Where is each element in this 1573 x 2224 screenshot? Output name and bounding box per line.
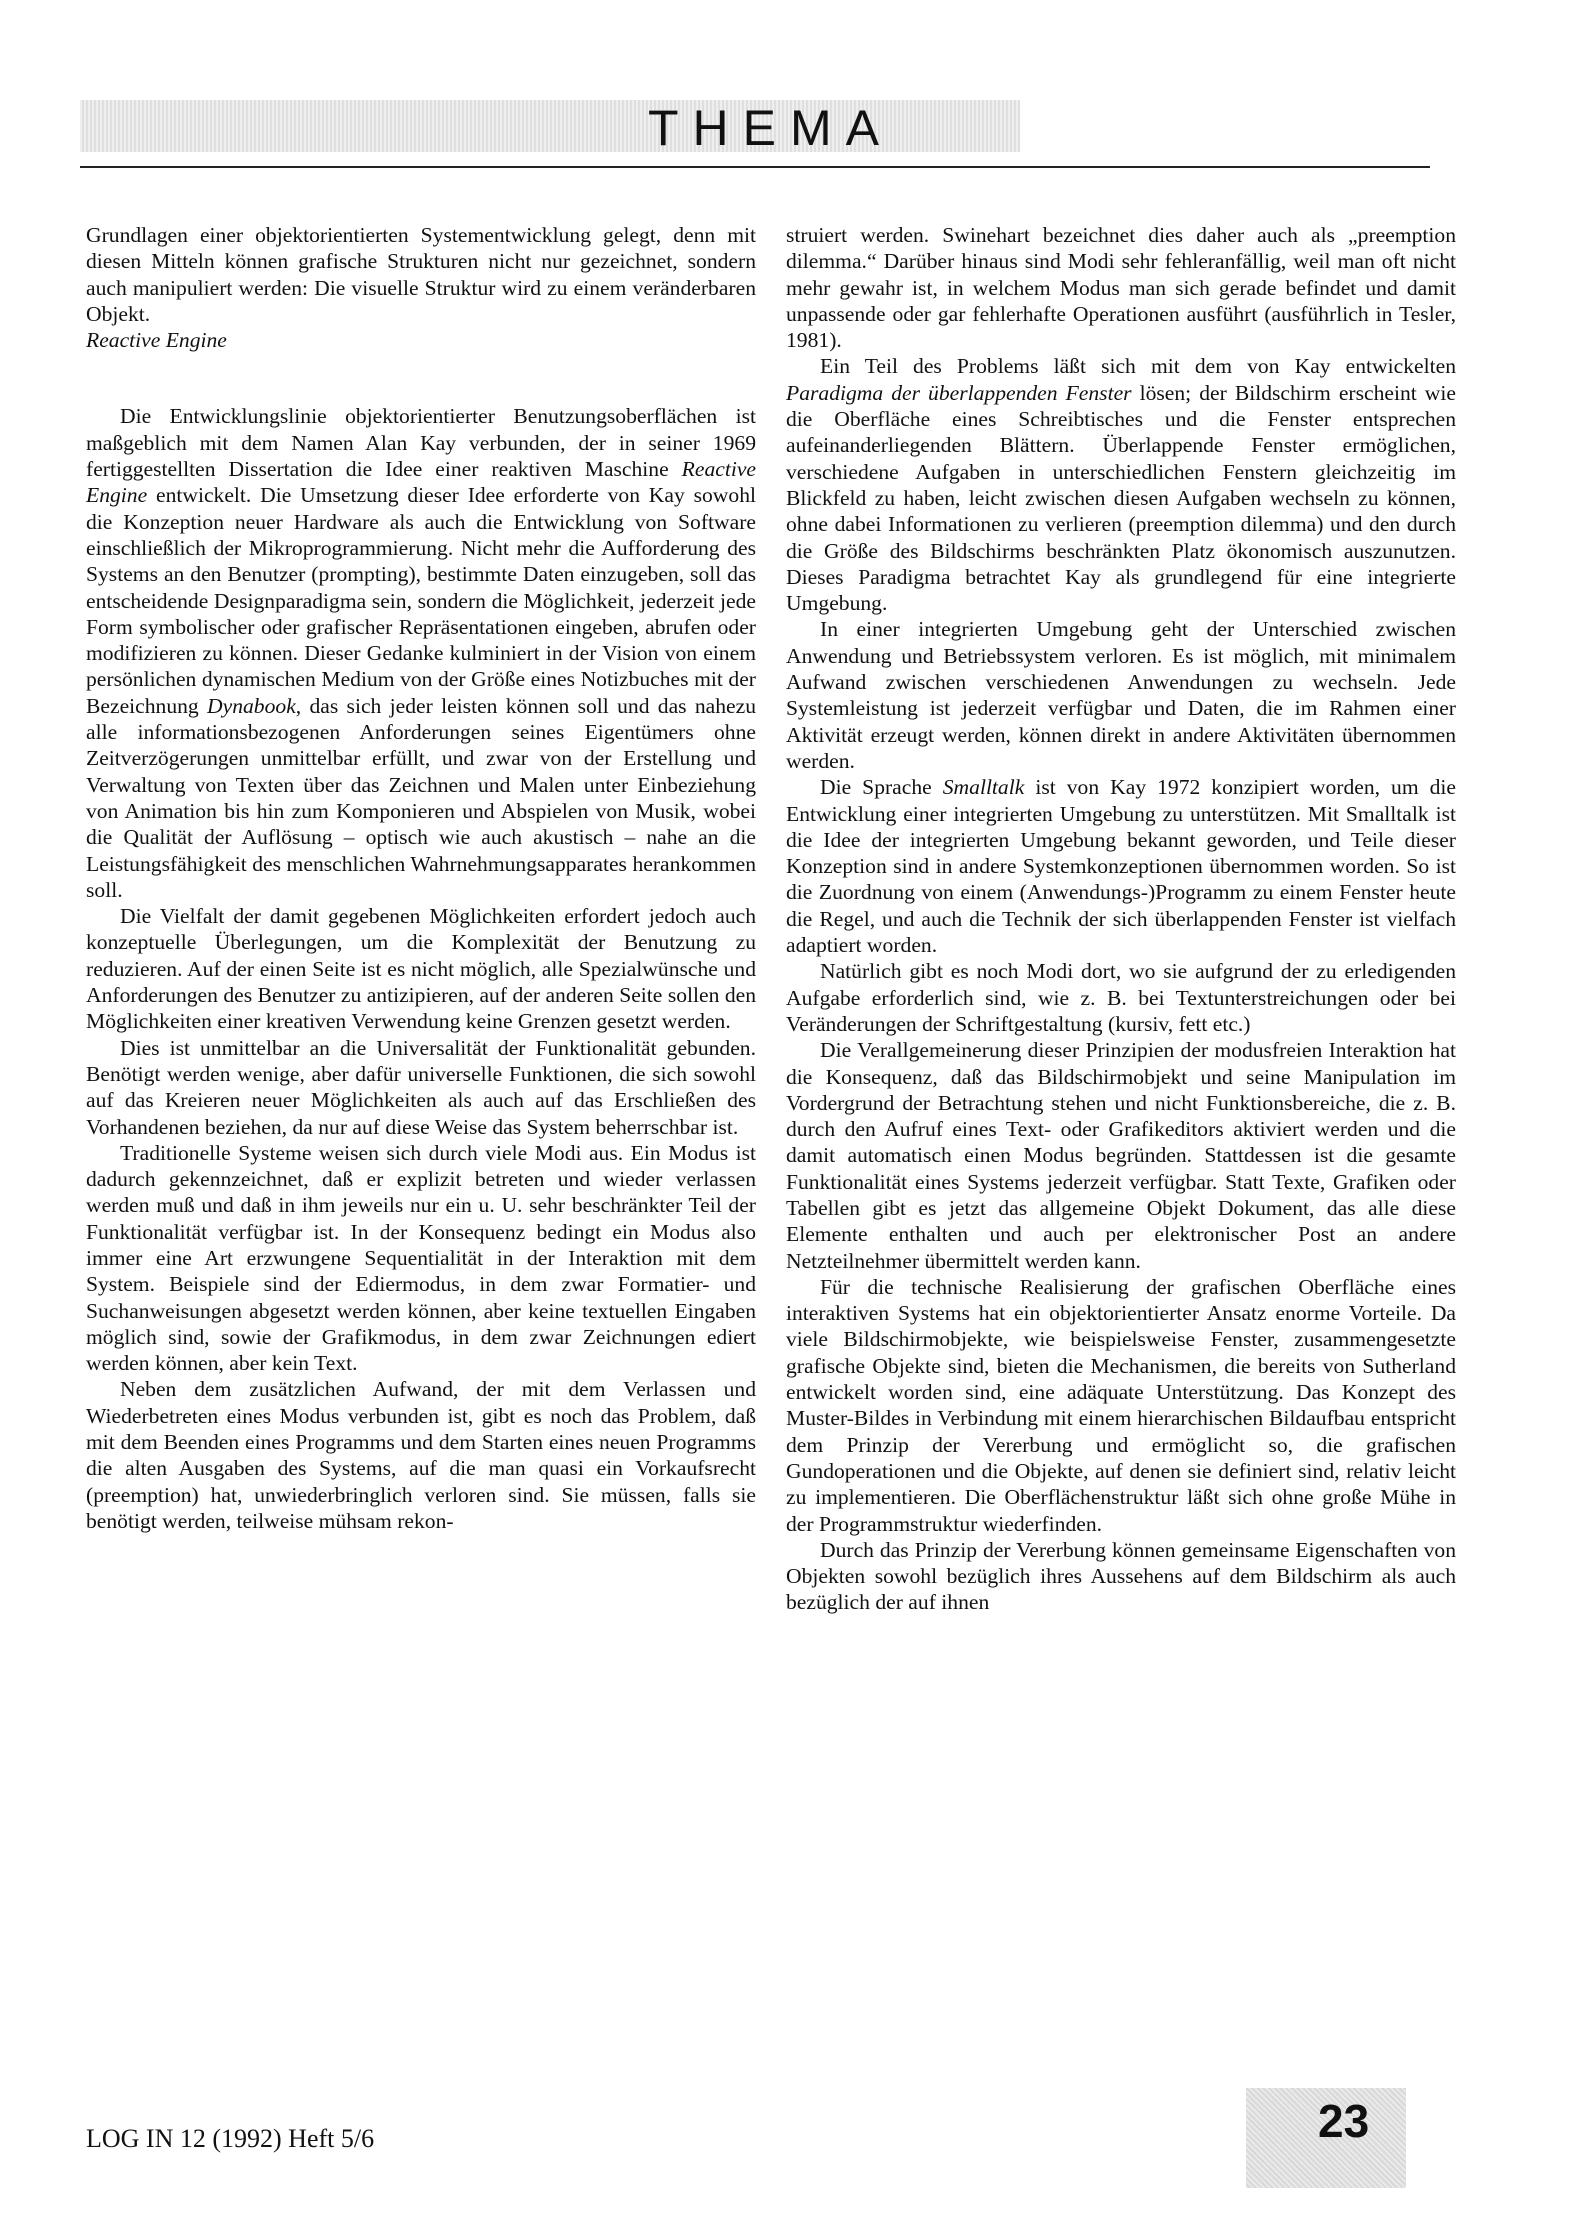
section-title: THEMA [648, 100, 893, 156]
footer-citation: LOG IN 12 (1992) Heft 5/6 [86, 2124, 375, 2153]
emphasis: Dynabook [207, 693, 296, 718]
subheading: Reactive Engine [86, 328, 227, 353]
paragraph: Traditionelle Systeme weisen sich durch viele Modi aus. Ein Modus ist dadurch gekennzeichnet, daß er explizit betreten und wieder verlassen werden muß und daß in ihm jeweils nur ein u. U. sehr beschränkter Teil der Funktionalität verfügbar ist. In der Konsequenz bedingt ein Modus also immer eine Art erzwungene Sequentialität in der Interaktion mit dem System. Beispiele sind der Ediermodus, in dem zwar Formatier- und Suchanweisungen abgesetzt werden können, aber keine textuellen Eingaben möglich sind, sowie der Grafikmodus, in dem zwar Zeichnungen ediert werden können, aber kein Text. [86, 1140, 756, 1376]
text-run: entwickelt. Die Umsetzung dieser Idee erforderte von Kay sowohl die Konzeption neuer Hardware als auch die Entwicklung von Software einschließlich der Mikroprogrammierung. Nicht mehr die Aufforderung des Systems an den Benutzer (prompting), bestimmte Daten einzugeben, soll das entscheidende Designparadigma sein, sondern die Möglichkeit, jederzeit jede Form symbolischer oder grafischer Repräsentationen eingeben, abrufen oder modifizieren zu können. Dieser Gedanke kulminiert in der Vision von einem persönlichen dynamischen Medium von der Größe eines Notizbuches mit der Bezeichnung [86, 483, 756, 718]
text-run: lösen; der Bildschirm erscheint wie die Oberfläche eines Schreibtisches und die Fenster entsprechen aufeinanderliegenden Blättern. Überlappende Fenster ermöglichen, verschiedene Aufgaben in unterschiedlichen Fenstern gleichzeitig im Blickfeld zu haben, leicht zwischen diesen Aufgaben wechseln zu können, ohne dabei Informationen zu verlieren (preemption dilemma) und den durch die Größe des Bildschirms beschränkten Platz ökonomisch auszunutzen. Dieses Paradigma betrachtet Kay als grundlegend für eine integrierte Umgebung. [786, 380, 1456, 616]
paragraph [786, 353, 1456, 616]
paragraph: Die Verallgemeinerung dieser Prinzipien der modusfreien Interaktion hat die Konsequenz, daß das Bildschirmobjekt und seine Manipulation im Vordergrund der Betrachtung stehen und nicht Funktionsbereiche, die z. B. durch den Aufruf eines Text- oder Grafikeditors aktiviert werden und die damit automatisch einen Modus begründen. Stattdessen ist die gesamte Funktionalität eines Systems jederzeit verfügbar. Statt Texte, Grafiken oder Tabellen gibt es jetzt das allgemeine Objekt Dokument, das alle diese Elemente enthalten und auch per elektronischer Post an andere Netzteilnehmer übermittelt werden kann. [786, 1038, 1456, 1273]
paragraph: Durch das Prinzip der Vererbung können gemeinsame Eigenschaften von Objekten sowohl bezüglich ihres Aussehens auf dem Bildschirm als auch bezüglich der auf ihnen [786, 1537, 1456, 1615]
intro-paragraph: Grundlagen einer objektorientierten Systementwicklung gelegt, denn mit diesen Mitteln können grafische Strukturen nicht nur gezeichnet, sondern auch manipuliert werden: Die visuelle Struktur wird zu einem veränderbaren Objekt. [86, 223, 756, 326]
paragraph: In einer integrierten Umgebung geht der Unterschied zwischen Anwendung und Betriebssystem verloren. Es ist möglich, mit minimalem Aufwand zwischen verschiedenen Anwendungen zu wechseln. Jede Systemleistung ist jederzeit verfügbar und Daten, die im Rahmen einer Aktivität erzeugt werden, können direkt in andere Aktivitäten übernommen werden. [786, 617, 1456, 773]
paragraph [86, 403, 756, 903]
paragraph: struiert werden. Swinehart bezeichnet dies daher auch als „preemption dilemma.“ Darüber hinaus sind Modi sehr fehleranfällig, weil man oft nicht mehr gewahr ist, in welchem Modus man sich gerade befindet und damit unpassende oder gar fehlerhafte Operationen ausführt (ausführlich in Tesler, 1981). [786, 223, 1456, 353]
right-column [786, 222, 1456, 1616]
text-run: ist von Kay 1972 konzipiert worden, um die Entwicklung einer integrierten Umgebung zu unterstützen. Mit Smalltalk ist die Idee der integrierten Umgebung bekannt geworden, und Teile dieser Konzeption sind in andere Systemkonzeptionen übernommen worden. So ist die Zuordnung von einem (Anwendungs-)Programm zu einem Fenster heute die Regel, und auch die Technik der sich überlappenden Fenster ist vielfach adaptiert worden. [786, 775, 1456, 958]
text-run: Die Entwicklungslinie objektorientierter Benutzungsoberflächen ist maßgeblich mit dem Namen Alan Kay verbunden, der in seiner 1969 fertiggestellten Dissertation die Idee einer reaktiven Maschine [86, 404, 756, 482]
text-run: , das sich jeder leisten können soll und das nahezu alle informationsbezogenen Anforderungen seines Eigentümers ohne Zeitverzögerungen unmittelbar erfüllt, und zwar von der Erstellung und Verwaltung von Texten über das Zeichnen und Malen unter Einbeziehung von Animation bis hin zum Komponieren und Abspielen von Musik, wobei die Qualität der Auflösung – optisch wie auch akustisch – nahe an die Leistungsfähigkeit des menschlichen Wahrnehmungsapparates herankommen soll. [86, 693, 757, 902]
text-run: Die Sprache [820, 775, 943, 800]
header-rule [80, 166, 1430, 168]
text-run: Ein Teil des Problems läßt sich mit dem von Kay entwickelten [820, 354, 1456, 379]
emphasis: Paradigma der überlappenden Fenster [786, 380, 1132, 405]
paragraph [786, 774, 1456, 958]
page-number: 23 [1318, 2095, 1370, 2147]
emphasis: Smalltalk [942, 775, 1025, 800]
left-column [86, 222, 756, 1534]
paragraph: Für die technische Realisierung der grafischen Oberfläche eines interaktiven Systems hat ein objektorientierter Ansatz enorme Vorteile. Da viele Bildschirmobjekte, wie beispielsweise Fenster, zusammengesetzte grafische Objekte sind, bieten die Mechanismen, die bereits von Sutherland entwickelt worden sind, eine adäquate Unterstützung. Das Konzept des Muster-Bildes in Verbindung mit einem hierarchischen Bildaufbau entspricht dem Prinzip der Vererbung und ermöglicht so, die grafischen Gundoperationen und die Objekte, auf denen sie definiert sind, relativ leicht zu implementieren. Die Oberflächenstruktur läßt sich ohne große Mühe in der Programmstruktur wiederfinden. [786, 1274, 1456, 1536]
emphasis: Reactive Engine [86, 457, 756, 508]
paragraph: Natürlich gibt es noch Modi dort, wo sie aufgrund der zu erledigenden Aufgabe erforderlich sind, wie z. B. bei Textunterstreichungen oder bei Veränderungen der Schriftgestaltung (kursiv, fett etc.) [786, 959, 1456, 1036]
paragraph: Neben dem zusätzlichen Aufwand, der mit dem Verlassen und Wiederbetreten eines Modus verbunden ist, gibt es noch das Problem, daß mit dem Beenden eines Programms und dem Starten eines neuen Programms die alten Ausgaben des Systems, auf die man quasi ein Vorkaufsrecht (preemption) hat, unwiederbringlich verloren sind. Sie müssen, falls sie benötigt werden, teilweise mühsam rekon- [86, 1377, 756, 1533]
paragraph: Die Vielfalt der damit gegebenen Möglichkeiten erfordert jedoch auch konzeptuelle Überlegungen, um die Komplexität der Benutzung zu reduzieren. Auf der einen Seite ist es nicht möglich, alle Spezialwünsche und Anforderungen des Benutzer zu antizipieren, auf der anderen Seite sollen den Möglichkeiten einer kreativen Verwendung keine Grenzen gesetzt werden. [86, 904, 756, 1034]
paragraph: Dies ist unmittelbar an die Universalität der Funktionalität gebunden. Benötigt werden wenige, aber dafür universelle Funktionen, die sich sowohl auf das Kreieren neuer Möglichkeiten als auch auf das Erschließen des Vorhandenen beziehen, da nur auf diese Weise das System beherrschbar ist. [86, 1035, 756, 1139]
